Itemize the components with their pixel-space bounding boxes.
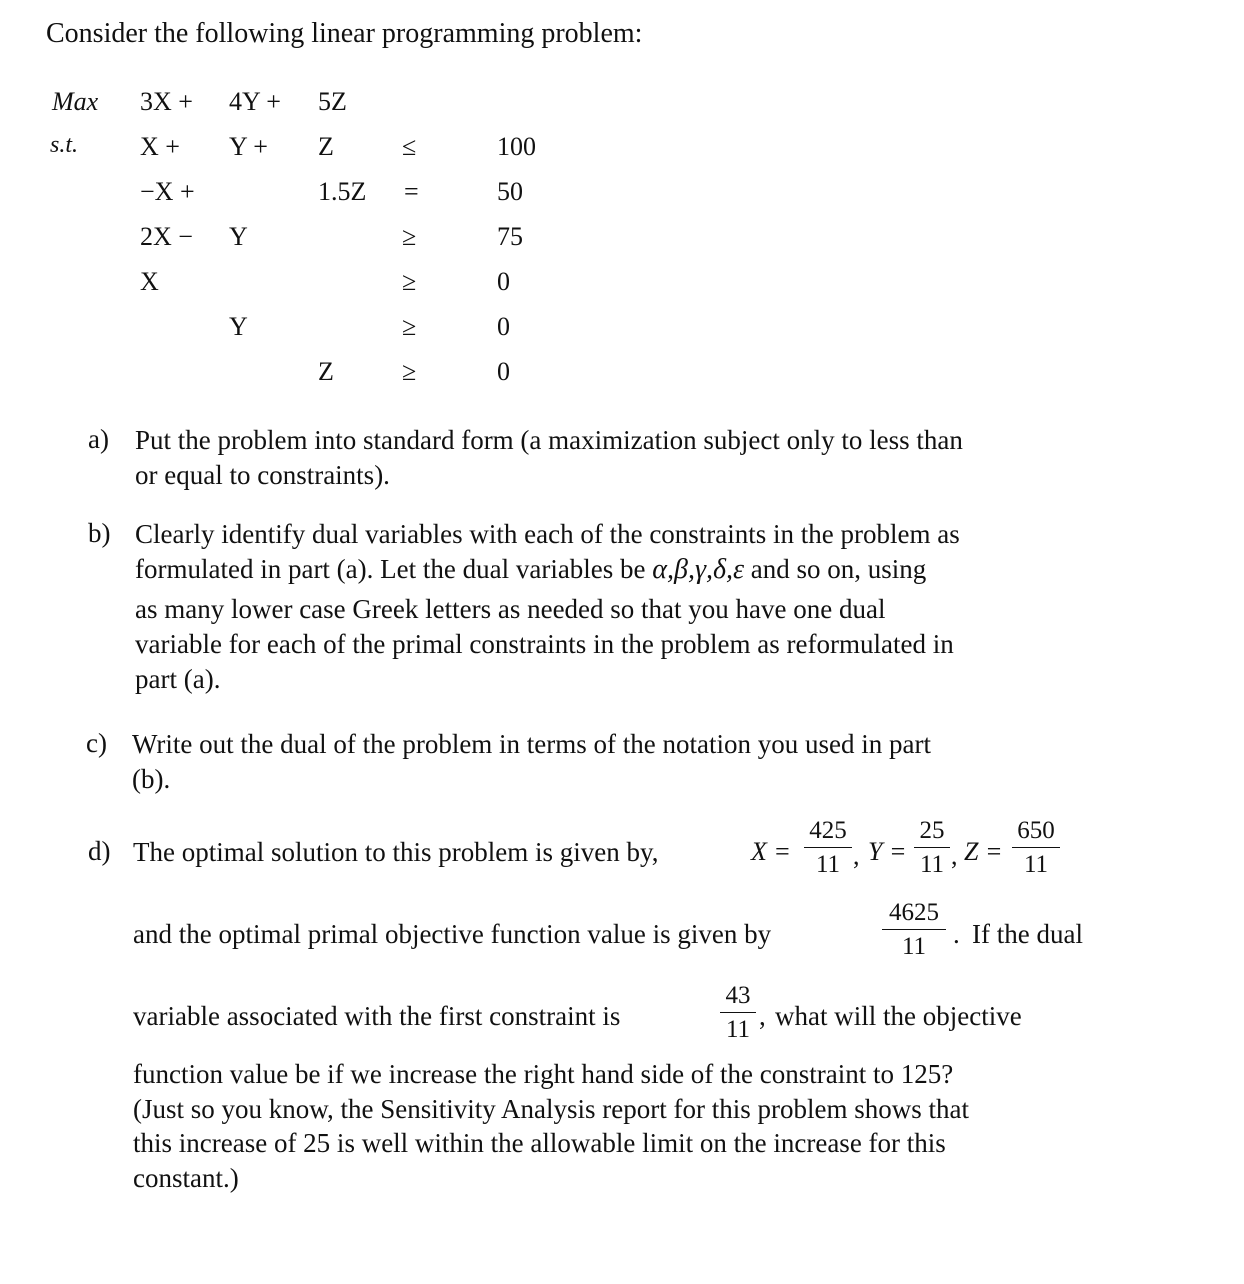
question-b-line-2-pre: formulated in part (a). Let the dual variables be bbox=[135, 554, 646, 584]
fraction-dual-bar bbox=[720, 1012, 756, 1013]
separator-1: , bbox=[853, 841, 860, 870]
constraint-3-y: Y bbox=[229, 222, 248, 251]
constraint-6-z: Z bbox=[318, 357, 334, 386]
question-d-line-6: this increase of 25 is well within the allowable limit on the increase for this bbox=[133, 1128, 946, 1158]
fraction-objective-denominator: 11 bbox=[901, 933, 927, 960]
question-d-line-7: constant.) bbox=[133, 1163, 239, 1193]
fraction-y bbox=[914, 818, 950, 878]
constraint-3-rhs: 75 bbox=[497, 222, 523, 251]
greek-letters: α,β,γ,δ,ε bbox=[652, 554, 745, 585]
objective-term-y: 4Y + bbox=[229, 87, 281, 116]
question-d-line-3: variable associated with the first constraint is bbox=[133, 1001, 621, 1031]
constraint-1-x: X + bbox=[140, 132, 180, 161]
question-b-marker: b) bbox=[88, 518, 111, 548]
constraint-1-relation: ≤ bbox=[402, 132, 417, 161]
fraction-objective-numerator: 4625 bbox=[889, 899, 939, 926]
objective-label: Max bbox=[52, 87, 99, 116]
constraint-6-rhs: 0 bbox=[497, 357, 510, 386]
constraint-6-relation: ≥ bbox=[402, 357, 417, 386]
constraint-5-relation: ≥ bbox=[402, 312, 417, 341]
constraint-2-z: 1.5Z bbox=[318, 177, 367, 206]
question-c-marker: c) bbox=[86, 728, 107, 758]
z-label: Z = bbox=[964, 837, 1003, 866]
question-d-line-3-comma: , bbox=[759, 1001, 766, 1031]
constraint-4-relation: ≥ bbox=[402, 267, 417, 296]
fraction-z-numerator: 650 bbox=[1017, 817, 1055, 844]
question-d-line-2-tail: If the dual bbox=[972, 919, 1083, 949]
question-b-line-3: as many lower case Greek letters as needed so that you have one dual bbox=[135, 594, 886, 624]
fraction-z-bar bbox=[1012, 847, 1060, 848]
question-a-marker: a) bbox=[88, 424, 109, 454]
question-a-line-2: or equal to constraints). bbox=[135, 460, 390, 490]
constraint-1-y: Y + bbox=[229, 132, 268, 161]
fraction-dual bbox=[720, 983, 756, 1043]
question-d-line-4: function value be if we increase the right hand side of the constraint to 125? bbox=[133, 1059, 954, 1089]
constraint-2-relation: = bbox=[404, 177, 419, 206]
fraction-objective bbox=[882, 900, 946, 960]
question-d-marker: d) bbox=[88, 836, 111, 866]
constraint-3-x: 2X − bbox=[140, 222, 193, 251]
question-c-line-1: Write out the dual of the problem in terms of the notation you used in part bbox=[132, 729, 931, 759]
separator-2: , bbox=[951, 841, 958, 870]
fraction-x-bar bbox=[804, 847, 852, 848]
constraint-4-rhs: 0 bbox=[497, 267, 510, 296]
question-d-line-3-tail: what will the objective bbox=[775, 1001, 1022, 1031]
constraint-2-x: −X + bbox=[140, 177, 195, 206]
objective-term-x: 3X + bbox=[140, 87, 193, 116]
x-label: X = bbox=[751, 837, 791, 866]
constraint-3-relation: ≥ bbox=[402, 222, 417, 251]
question-d-line-2-period: . bbox=[953, 919, 960, 949]
constraint-5-rhs: 0 bbox=[497, 312, 510, 341]
fraction-z bbox=[1012, 818, 1060, 878]
constraint-1-rhs: 100 bbox=[497, 132, 536, 161]
constraint-2-rhs: 50 bbox=[497, 177, 523, 206]
y-label: Y = bbox=[868, 837, 907, 866]
fraction-x-numerator: 425 bbox=[809, 817, 847, 844]
question-d-line-5: (Just so you know, the Sensitivity Analysis report for this problem shows that bbox=[133, 1094, 969, 1124]
subject-to-label: s.t. bbox=[50, 132, 79, 158]
question-b-line-4: variable for each of the primal constraints in the problem as reformulated in bbox=[135, 629, 954, 659]
fraction-objective-bar bbox=[882, 929, 946, 930]
question-b-line-5: part (a). bbox=[135, 664, 221, 694]
question-d-line-1: The optimal solution to this problem is given by, bbox=[133, 837, 659, 867]
question-d-line-2: and the optimal primal objective function value is given by bbox=[133, 919, 772, 949]
objective-term-z: 5Z bbox=[318, 87, 347, 116]
question-a-line-1: Put the problem into standard form (a maximization subject only to less than bbox=[135, 425, 963, 455]
question-c-line-2: (b). bbox=[132, 764, 171, 794]
fraction-x-denominator: 11 bbox=[815, 851, 841, 878]
fraction-dual-denominator: 11 bbox=[725, 1016, 751, 1043]
fraction-y-numerator: 25 bbox=[919, 817, 945, 844]
constraint-4-x: X bbox=[140, 267, 159, 296]
page-title: Consider the following linear programming problem: bbox=[46, 18, 643, 49]
constraint-5-y: Y bbox=[229, 312, 248, 341]
fraction-dual-numerator: 43 bbox=[725, 982, 751, 1009]
question-b-line-2-post: and so on, using bbox=[750, 554, 927, 584]
fraction-z-denominator: 11 bbox=[1023, 851, 1049, 878]
fraction-y-denominator: 11 bbox=[919, 851, 945, 878]
question-b-line-1: Clearly identify dual variables with each of the constraints in the problem as bbox=[135, 519, 960, 549]
constraint-1-z: Z bbox=[318, 132, 334, 161]
question-b-line-2 bbox=[135, 552, 926, 587]
fraction-x bbox=[804, 818, 852, 878]
fraction-y-bar bbox=[914, 847, 950, 848]
